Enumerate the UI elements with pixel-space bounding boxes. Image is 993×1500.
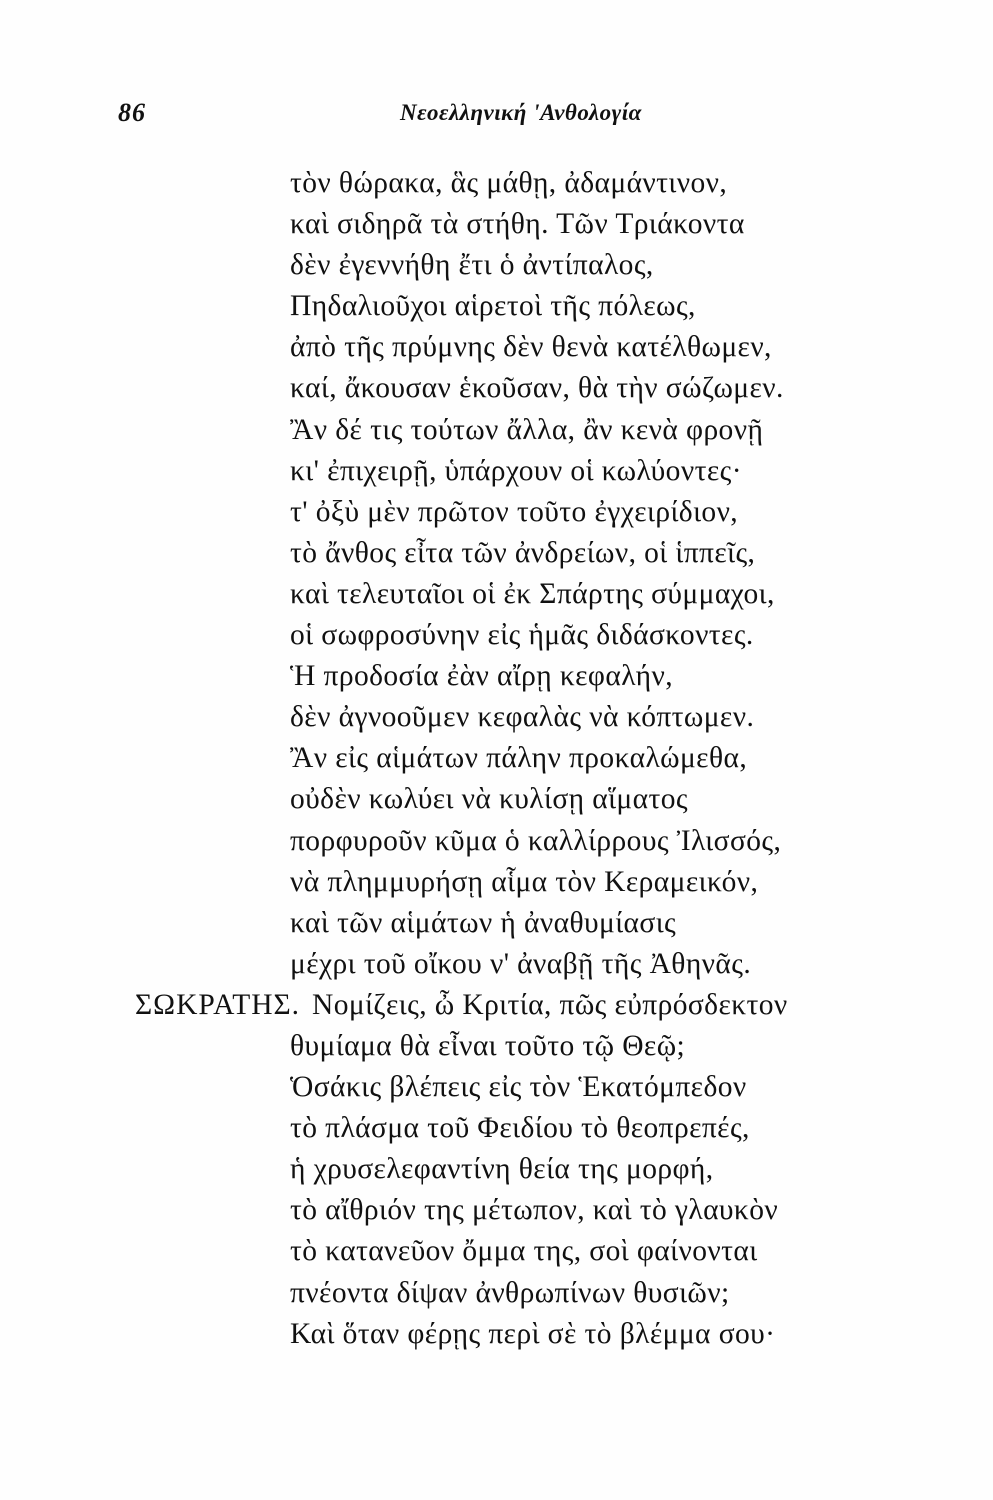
verse-line: [0, 656, 993, 697]
verse-line-text: οἱ σωφροσύνην εἰς ἡμᾶς διδάσκοντες.: [290, 619, 754, 652]
verse-line-text: ἀπὸ τῆς πρύμνης δὲν θενὰ κατέλθωμεν,: [290, 331, 772, 364]
verse-line-text: μέχρι τοῦ οἴκου ν' ἀναβῇ τῆς Ἀθηνᾶς.: [290, 947, 752, 980]
verse-line: [0, 286, 993, 327]
verse-line: [0, 574, 993, 615]
dialogue-line-text: θυμίαμα θὰ εἶναι τοῦτο τῷ Θεῷ;: [290, 1029, 686, 1062]
verse-line: [0, 862, 993, 903]
verse-line-text: τ' ὀξὺ μὲν πρῶτον τοῦτο ἐγχειρίδιον,: [290, 495, 739, 528]
verse-line: [0, 738, 993, 779]
verse-line: [0, 245, 993, 286]
verse-line: [0, 615, 993, 656]
verse-line-text: νὰ πλημμυρήσῃ αἷμα τὸν Κεραμεικόν,: [290, 865, 759, 898]
dialogue-line: [0, 1314, 993, 1355]
verse-line-text: Ἡ προδοσία ἐὰν αἴρῃ κεφαλήν,: [290, 660, 674, 693]
dialogue-line-text: Ὁσάκις βλέπεις εἰς τὸν Ἑκατόμπεδον: [290, 1071, 747, 1104]
dialogue-line: [0, 1190, 993, 1231]
dialogue-line-text: Καὶ ὅταν φέρῃς περὶ σὲ τὸ βλέμμα σου·: [290, 1317, 776, 1350]
dialogue-line: [0, 1231, 993, 1272]
verse-line: [0, 492, 993, 533]
dialogue-line-text: τὸ αἴθριόν της μέτωπον, καὶ τὸ γλαυκὸν: [290, 1194, 779, 1227]
verse-body: [0, 163, 993, 1355]
dialogue-line-speaker: [0, 985, 993, 1026]
verse-line-text: καί, ἄκουσαν ἑκοῦσαν, θὰ τὴν σώζωμεν.: [290, 372, 784, 405]
verse-line: [0, 533, 993, 574]
dialogue-line: [0, 1067, 993, 1108]
speaker-name: ΣΩΚΡΑΤΗΣ.: [135, 988, 301, 1021]
page-number: 86: [118, 98, 146, 127]
verse-line: [0, 410, 993, 451]
dialogue-line-text: πνέοντα δίψαν ἀνθρωπίνων θυσιῶν;: [290, 1276, 730, 1309]
verse-line-text: τὸν θώρακα, ἃς μάθῃ, ἀδαμάντινον,: [290, 167, 728, 199]
verse-line-text: Πηδαλιοῦχοι αἱρετοὶ τῆς πόλεως,: [290, 290, 696, 323]
dialogue-line: [0, 1108, 993, 1149]
verse-line: [0, 368, 993, 409]
verse-line: [0, 903, 993, 944]
verse-line: [0, 697, 993, 738]
verse-line: [0, 944, 993, 985]
verse-line-text: δὲν ἐγεννήθη ἔτι ὁ ἀντίπαλος,: [290, 249, 654, 282]
verse-line-text: κι' ἐπιχειρῇ, ὑπάρχουν οἱ κωλύοντες·: [290, 454, 742, 487]
speech-first-line: Νομίζεις, ὦ Κριτία, πῶς εὐπρόσδεκτον: [312, 988, 788, 1021]
dialogue-line-text: τὸ κατανεῦον ὄμμα της, σοὶ φαίνονται: [290, 1235, 758, 1268]
verse-line: [0, 821, 993, 862]
verse-line-text: καὶ σιδηρᾶ τὰ στήθη. Τῶν Τριάκοντα: [290, 208, 745, 241]
dialogue-line: [0, 1026, 993, 1067]
verse-line-text: τὸ ἄνθος εἶτα τῶν ἀνδρείων, οἱ ἱππεῖς,: [290, 536, 756, 569]
verse-line: [0, 327, 993, 368]
verse-line: [0, 779, 993, 820]
running-title: Νεοελληνική 'Ανθολογία: [400, 100, 642, 125]
verse-line: [0, 163, 993, 204]
dialogue-line-text: τὸ πλάσμα τοῦ Φειδίου τὸ θεοπρεπές,: [290, 1112, 750, 1145]
verse-line-text: οὐδὲν κωλύει νὰ κυλίσῃ αἵματος: [290, 783, 688, 816]
verse-line-text: καὶ τῶν αἱμάτων ἡ ἀναθυμίασις: [290, 906, 677, 939]
dialogue-line-text: ἡ χρυσελεφαντίνη θεία της μορφή,: [290, 1153, 714, 1186]
dialogue-line: [0, 1273, 993, 1314]
verse-line-text: δὲν ἀγνοοῦμεν κεφαλὰς νὰ κόπτωμεν.: [290, 701, 755, 734]
verse-line-text: Ἂν εἰς αἱμάτων πάλην προκαλώμεθα,: [290, 742, 748, 775]
verse-line-text: Ἂν δέ τις τούτων ἄλλα, ἂν κενὰ φρονῇ: [290, 413, 764, 446]
verse-line: [0, 204, 993, 245]
verse-line-text: πορφυροῦν κῦμα ὁ καλλίρρους Ἰλισσός,: [290, 824, 782, 857]
verse-line-text: καὶ τελευταῖοι οἱ ἐκ Σπάρτης σύμμαχοι,: [290, 577, 775, 610]
dialogue-line: [0, 1149, 993, 1190]
verse-line: [0, 451, 993, 492]
